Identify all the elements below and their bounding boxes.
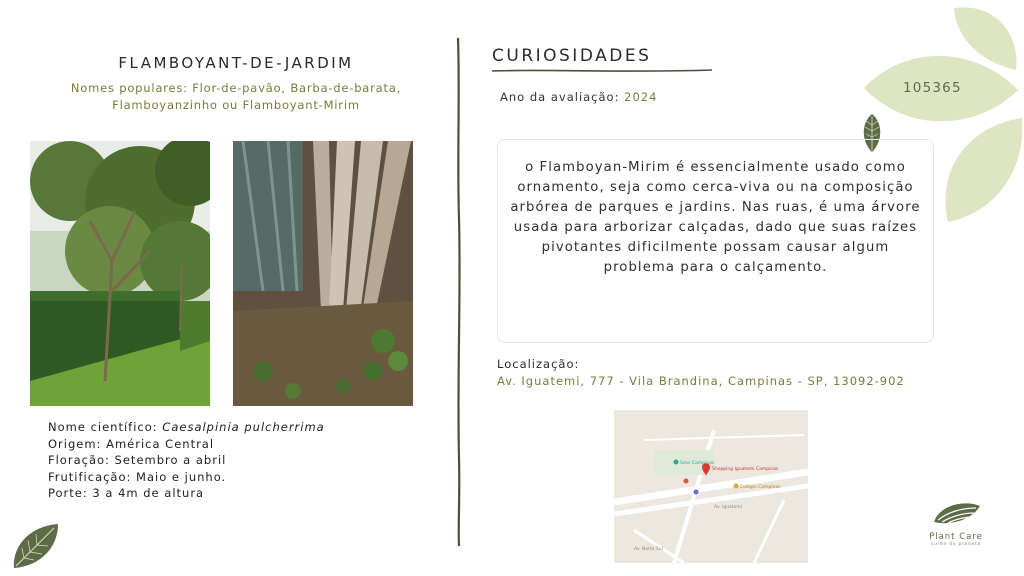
popular-names-line: Nomes populares: Flor-de-pavão, Barba-de-barata, [70,81,402,95]
flowering-row: Floração: Setembro a abril [48,453,227,467]
plant-photo-trunk [233,141,413,406]
location-address[interactable]: Av. Iguatemi, 777 - Vila Brandina, Campinas - SP, 13092-902 [497,374,905,388]
brand-name: Plant Care [929,532,983,542]
popular-names [52,80,420,114]
location-label: Localização: [497,357,580,371]
brand-tagline: cuide do planeta [930,542,982,547]
leaf-icon [10,522,60,570]
origin-row: Origem: América Central [48,436,215,451]
column-divider [454,38,464,546]
map-label-shopping: Shopping Iguatemi Campinas [712,467,779,472]
brand-logo [918,500,994,547]
title-underline [490,67,714,75]
curiosities-text: o Flamboyan-Mirim é essencialmente usado como ornamento, seja como cerca-viva ou na composição arbórea de parques e jardins. Nas ruas, é uma árvore usada para arborizar calçadas, dado que suas raízes pivotantes dificilmente possam causar algum problema para o calçamento. [510,160,921,275]
evaluation-year-label: Ano da avaliação: [500,90,625,104]
plant-details [48,419,325,502]
size-row: Porte: 3 a 4m de altura [48,486,205,500]
fruiting-row: Frutificação: Maio e junho. [48,469,227,484]
evaluation-year [500,90,657,104]
scientific-name-row [48,419,325,436]
curiosities-title: CURIOSIDADES [492,46,652,66]
map-label-park: Sesc Campinas [680,461,715,466]
evaluation-year-value: 2024 [624,90,658,104]
popular-names-line: Flamboyanzinho ou Flamboyant-Mirim [112,98,360,112]
scientific-name-label: Nome científico: [48,420,163,434]
plant-title: FLAMBOYANT-DE-JARDIM [118,54,354,72]
map-label-street: Av. Norte Sul [634,547,663,552]
map-label-street: Av. Iguatemi [714,505,742,510]
curiosities-card [497,139,934,343]
brand-leaf-icon [930,500,982,526]
map-label-school: Colégio Campinas [740,485,781,490]
plant-id: 105365 [903,80,962,96]
plant-photo-full [30,141,210,406]
location-map[interactable] [614,410,808,563]
scientific-name-value: Caesalpinia pulcherrima [162,420,325,434]
